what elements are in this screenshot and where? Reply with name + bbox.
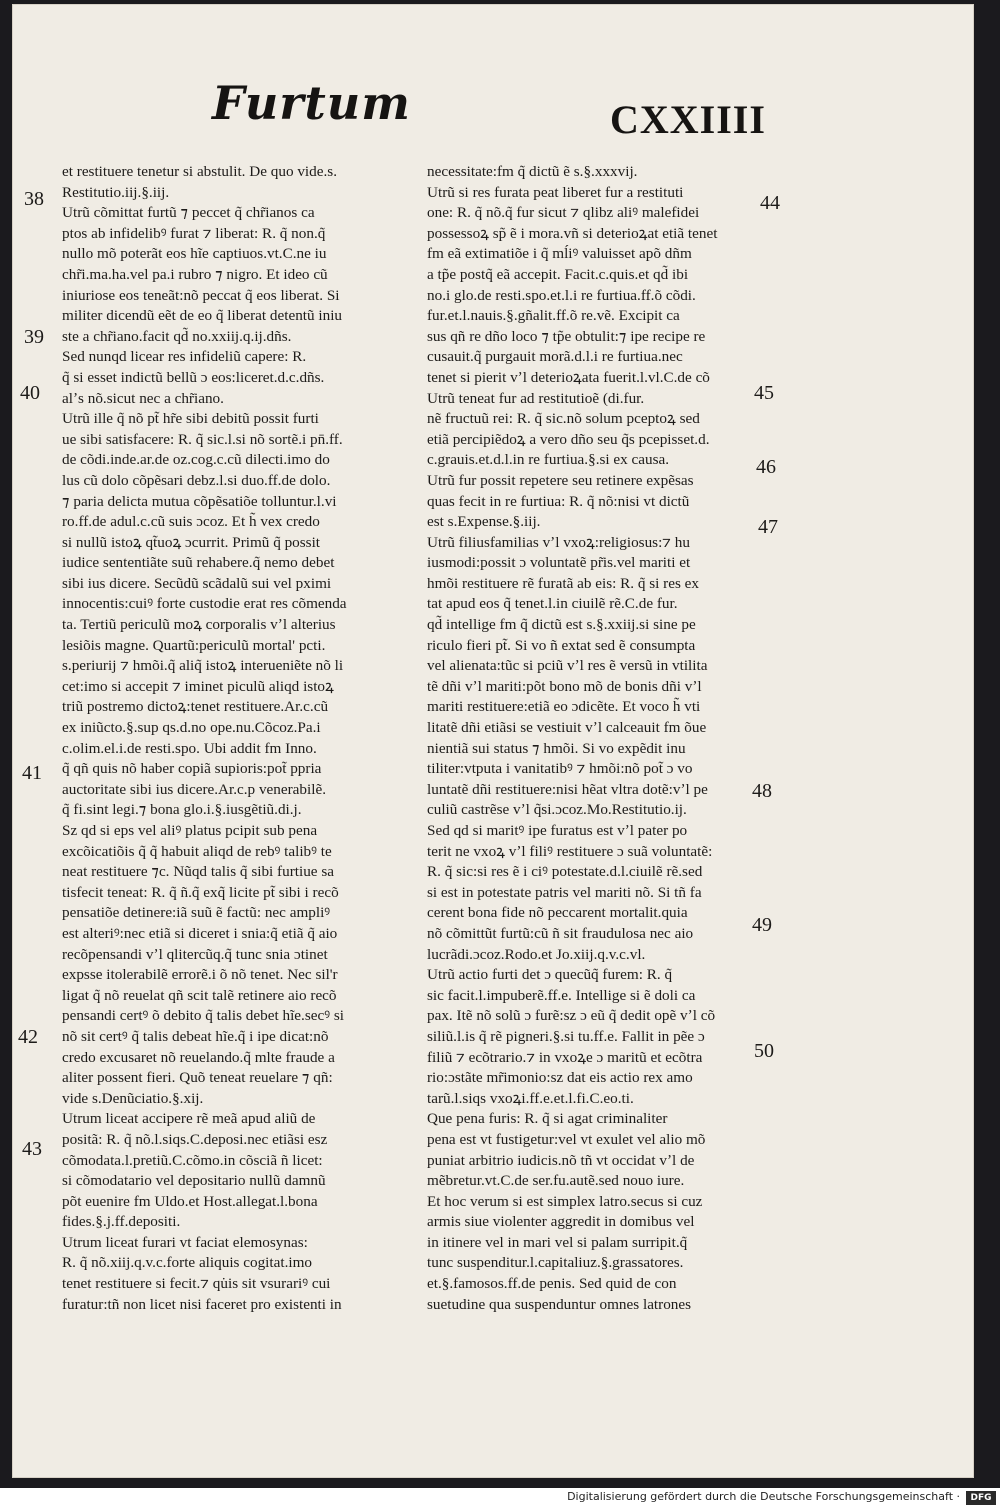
marginal-number-41: 41 — [22, 762, 42, 784]
right-column-line: Utrũ teneat fur ad restitutioẽ (di.fur. — [427, 389, 645, 407]
right-column-line: c.grauis.et.d.l.in re furtiua.§.si ex causa. — [427, 451, 670, 469]
right-column-line: quas fecit in re furtiua: R. q̃ nõ:nisi vt dictũ — [427, 492, 690, 510]
marginal-number-48: 48 — [752, 780, 772, 802]
right-column-line: nientiã sui status ⁊ hmõi. Si vo expẽdit inu — [427, 739, 686, 757]
left-column-line: R. q̃ nõ.xiij.q.v.c.forte aliquis cogitat.imo — [62, 1254, 312, 1272]
marginal-number-50: 50 — [754, 1040, 774, 1062]
marginal-number-43: 43 — [22, 1138, 42, 1160]
right-column-line: fur.et.l.nauis.§.gñalit.ff.õ re.vẽ. Excipit ca — [427, 307, 680, 325]
right-column-line: luntatẽ dñi restituere:nisi hẽat vltra dotẽ:vʼl pe — [427, 780, 708, 798]
right-text-column — [427, 162, 792, 1315]
left-column-line: nõ sit certꝰ q̃ talis debeat hĩe.q̃ i ipe dicat:nõ — [62, 1027, 329, 1045]
right-column-line: nẽ fructuũ rei: R. q̃ sic.nõ solum pceptoꝝ sed — [427, 410, 700, 428]
left-column-line: lesiõis magne. Quartũ:periculũ mortal' pcti. — [62, 636, 326, 654]
right-column-line: culiũ castrẽse vʼl q̃si.ɔcoz.Mo.Restitutio.ij. — [427, 801, 687, 819]
left-column-line: vide s.Denũciatio.§.xij. — [62, 1089, 204, 1107]
left-column-line: est alteriꝰ:nec etiã si diceret i snia:q̃ etiã q̃ aio — [62, 924, 338, 942]
left-column-line: sibi ius dicere. Secũdũ scãdalũ sui vel pximi — [62, 574, 332, 592]
right-column-line: sic facit.l.impuberẽ.ff.e. Intellige si ẽ doli ca — [427, 986, 696, 1004]
right-column-line: Utrũ filiusfamilias vʼl vxoꝝ:religiosus:⁊ hu — [427, 533, 690, 551]
left-column-line: ligat q̃ nõ reuelat qñ scit talẽ retinere aio recõ — [62, 986, 337, 1004]
right-column-line: no.i glo.de resti.spo.et.l.i re furtiua.ff.õ cõdi. — [427, 286, 696, 304]
left-column-line: Utrum liceat accipere rẽ meã apud aliũ de — [62, 1110, 316, 1128]
right-column-line: Et hoc verum si est simplex latro.secus si cuz — [427, 1192, 703, 1210]
left-column-line: ste a chr̃iano.facit qd̃ no.xxiij.q.ij.dñs. — [62, 327, 292, 345]
marginal-number-46: 46 — [756, 456, 776, 478]
left-column-line: iudice sententiãte suũ rehabere.q̃ nemo debet — [62, 554, 335, 572]
left-column-line: de cõdi.inde.ar.de oz.cog.c.cũ dilecti.imo do — [62, 451, 330, 469]
right-column-line: tenet si pierit vʼl deterioꝝata fuerit.l.vl.C.de cõ — [427, 368, 710, 386]
footer-credit: Digitalisierung gefördert durch die Deutsche Forschungsgemeinschaft · — [567, 1490, 960, 1503]
right-column-line: pena est vt fustigetur:vel vt exulet vel alio mõ — [427, 1130, 706, 1148]
left-column-line: q̃ qñ quis nõ haber copiã supioris:pot̃ ppria — [62, 760, 322, 778]
right-column-line: filiũ ⁊ ecõtrario.⁊ in vxoꝝe ɔ maritũ et ecõtra — [427, 1048, 703, 1066]
right-column-line: cerent bona fide nõ peccarent mortalit.quia — [427, 904, 688, 922]
left-column-line: ptos ab infidelibꝰ furat ⁊ liberat: R. q̃ non.q̃ — [62, 224, 326, 242]
left-column-line: c.olim.el.i.de resti.spo. Ubi addit fm Inno. — [62, 739, 317, 757]
right-column-line: Utrũ si res furata peat liberet fur a restituti — [427, 183, 684, 201]
right-column-line: terit ne vxoꝝ vʼl filiꝰ restituere ɔ suã voluntatẽ: — [427, 842, 713, 860]
left-column-line: positã: R. q̃ nõ.l.siqs.C.deposi.nec etiãsi esz — [62, 1130, 328, 1148]
left-column-line: Sz qd si eps vel aliꝰ platus pcipit sub pena — [62, 822, 318, 839]
right-column-line: armis siue violenter aggredit in domibus vel — [427, 1213, 695, 1231]
left-column-line: põt euenire fm Uldo.et Host.allegat.l.bona — [62, 1192, 318, 1210]
marginal-number-47: 47 — [758, 516, 778, 538]
left-column-line: expsse itolerabilẽ errorẽ.i õ nõ tenet. Nec sil'r — [62, 966, 338, 984]
left-column-line: cõmodata.l.pretiũ.C.cõmo.in cõsciã ñ licet: — [62, 1151, 323, 1169]
right-column-line: riculo fieri pt̃. Si vo ñ extat sed ẽ consumpta — [427, 636, 696, 654]
left-column-line: ex iniũcto.§.sup qs.d.no ope.nu.Cõcoz.Pa.i — [62, 719, 321, 737]
left-text-column — [62, 162, 422, 1315]
left-column-line: excõicatiõis q̃ q̃ habuit aliqd de rebꝰ talibꝰ te — [62, 842, 332, 860]
right-column-line: tunc suspenditur.l.capitaliuz.§.grassatores. — [427, 1254, 684, 1272]
left-column-line: cet:imo si accepit ⁊ iminet piculũ aliqd istoꝝ — [62, 677, 334, 695]
left-column-line: innocentis:cuiꝰ forte custodie erat res cõmenda — [62, 595, 347, 613]
left-column-line: militer dicendũ eẽt de eo q̃ liberat detentũ iniu — [62, 307, 343, 325]
left-column-line: ta. Tertiũ periculũ moꝝ corporalis vʼl alterius — [62, 616, 336, 634]
left-column-line: Sed nunqd licear res infideliũ capere: R. — [62, 348, 307, 366]
left-column-line: triũ postremo dictoꝝ:tenet restituere.Ar.c.cũ — [62, 698, 329, 716]
right-column-line: tat apud eos q̃ tenet.l.in ciuilẽ rẽ.C.de fur. — [427, 595, 678, 613]
right-column-line: necessitate:fm q̃ dictũ ẽ s.§.xxxvij. — [427, 163, 638, 180]
left-column-line: recõpensandi vʼl qlitercũq.q̃ tunc snia ɔtinet — [62, 945, 328, 963]
right-column-line: litatẽ dñi etiãsi se vestiuit vʼl calceauit fm õue — [427, 719, 707, 737]
marginal-number-38: 38 — [24, 188, 44, 210]
left-column-line: credo excusaret nõ reuelando.q̃ mlte fraude a — [62, 1048, 335, 1066]
right-column-line: Que pena furis: R. q̃ si agat criminaliter — [427, 1110, 668, 1128]
dfg-logo-icon: DFG — [966, 1491, 996, 1505]
right-column-line: one: R. q̃ nõ.q̃ fur sicut ⁊ qlibz aliꝰ malefidei — [427, 204, 700, 222]
left-column-line: neat restituere ⁊c. Nũqd talis q̃ sibi furtiue sa — [62, 863, 334, 881]
left-column-line: nullo mõ poterãt eos hĩe captiuos.vt.C.ne iu — [62, 245, 327, 263]
right-column-line: pax. Itẽ nõ solũ ɔ furẽ:sz ɔ eũ q̃ dedit opẽ vʼl cõ — [427, 1007, 716, 1025]
right-column-line: Utrũ fur possit repetere seu retinere expẽsas — [427, 471, 694, 489]
left-column-line: iniuriose eos teneãt:nõ peccat q̃ eos liberat. Si — [62, 286, 340, 304]
left-column-line: ro.ff.de adul.c.cũ suis ɔcoz. Et h̃ vex credo — [62, 513, 320, 531]
left-column-line: q̃ si esset indictũ bellũ ɔ eos:liceret.d.c.dñs. — [62, 368, 325, 386]
right-column-line: sus qñ re dño loco ⁊ tp̃e obtulit:⁊ ipe recipe re — [427, 327, 706, 345]
left-column-line: Utrum liceat furari vt faciat elemosynas: — [62, 1233, 308, 1251]
right-column-line: iusmodi:possit ɔ voluntatẽ pr̃is.vel mariti et — [427, 554, 691, 572]
right-column-line: tẽ dñi vʼl mariti:põt bono mõ de bonis dñi vʼl — [427, 677, 702, 695]
left-column-line: chr̃i.ma.ha.vel pa.i rubro ⁊ nigro. Et ideo cũ — [62, 265, 328, 283]
book-page — [12, 4, 974, 1478]
right-column-line: siliũ.l.is q̃ rẽ pigneri.§.si tu.ff.e. Fallit in pẽe ɔ — [427, 1027, 705, 1045]
left-column-line: furatur:tñ non licet nisi faceret pro existenti in — [62, 1295, 342, 1313]
left-column-line: alʼs nõ.sicut nec a chr̃iano. — [62, 389, 224, 407]
left-column-line: ⁊ paria delicta mutua cõpẽsatiõe tolluntur.l.vi — [62, 492, 337, 510]
left-column-line: pensatiõe detinere:iã suũ ẽ factũ: nec ampliꝰ — [62, 904, 331, 922]
right-column-line: Utrũ actio furti det ɔ quecũq̃ furem: R. q̃ — [427, 966, 673, 984]
right-column-line: vel alienata:tũc si pciũ vʼl res ẽ versũ in vtilita — [427, 657, 708, 675]
marginal-number-45: 45 — [754, 382, 774, 404]
folio-number: CXXIIII — [610, 97, 766, 142]
right-column-line: Sed qd si maritꝰ ipe furatus est vʼl pater po — [427, 822, 688, 839]
marginal-number-49: 49 — [752, 914, 772, 936]
left-column-line: Utrũ ille q̃ nõ pt̃ hr̃e sibi debitũ possit furti — [62, 410, 319, 428]
left-column-line: q̃ fi.sint legi.⁊ bona glo.i.§.iusgẽtiũ.di.j. — [62, 801, 302, 819]
right-column-line: R. q̃ sic:si res ẽ i ciꝰ potestate.d.l.ciuilẽ rẽ.sed — [427, 863, 703, 881]
right-column-line: lucrãdi.ɔcoz.Rodo.et Jo.xiij.q.v.c.vl. — [427, 945, 646, 963]
left-column-line: et restituere tenetur si abstulit. De quo vide.s. — [62, 163, 337, 180]
left-column-line: fides.§.j.ff.depositi. — [62, 1213, 181, 1231]
left-column-line: aliter possent fieri. Quõ teneat reuelare ⁊ qñ: — [62, 1069, 333, 1087]
right-column-line: fm eã extimatiõe i q̃ mĺiꝰ valuisset apõ dñm — [427, 245, 692, 263]
digitization-footer — [0, 1488, 1000, 1509]
left-column-line: tisfecit teneat: R. q̃ ñ.q̃ exq̃ licite pt̃ sibi i recõ — [62, 883, 339, 901]
marginal-number-39: 39 — [24, 326, 44, 348]
marginal-number-40: 40 — [20, 382, 40, 404]
right-column-line: etiã percipiẽdoꝝ a vero dño seu q̃s pcepisset.d. — [427, 430, 710, 448]
right-column-line: si est in potestate patris vel mariti nõ. Si tñ fa — [427, 883, 702, 901]
left-column-line: si nullũ istoꝝ qt̃uoꝝ ɔcurrit. Primũ q̃ possit — [62, 533, 321, 551]
right-column-line: possessoꝝ sp̃ ẽ i mora.vñ si deterioꝝat etiã tenet — [427, 224, 718, 242]
right-column-line: tiliter:vtputa i vanitatibꝰ ⁊ hmõi:nõ pot̃ ɔ vo — [427, 760, 693, 778]
right-column-line: nõ cõmittũt furtũ:cũ ñ sit fraudulosa nec aio — [427, 924, 694, 942]
left-column-line: s.periurij ⁊ hmõi.q̃ aliq̃ istoꝝ interueniẽte nõ li — [62, 657, 344, 675]
right-column-line: hmõi restituere rẽ furatã ab eis: R. q̃ si res ex — [427, 574, 700, 592]
right-column-line: suetudine qua suspenduntur omnes latrones — [427, 1295, 692, 1313]
right-column-line: mariti restituere:etiã eo ɔdicẽte. Et voco h̃ vti — [427, 698, 701, 716]
right-column-line: rio:ɔstãte mr̃imonio:sz dat eis actio rex amo — [427, 1069, 693, 1087]
right-column-line: in itinere vel in mari vel si palam surripit.q̃ — [427, 1233, 688, 1251]
right-column-line: a tp̃e postq̃ eã accepit. Facit.c.quis.et qd̃ ibi — [427, 265, 689, 283]
right-column-line: est s.Expense.§.iij. — [427, 513, 541, 531]
left-column-line: Restitutio.iij.§.iij. — [62, 183, 170, 201]
right-column-line: tarũ.l.siqs vxoꝝi.ff.e.et.l.fi.C.eo.ti. — [427, 1089, 634, 1107]
left-column-line: tenet restituere si fecit.⁊ qu̇is sit vsurariꝰ cui — [62, 1275, 331, 1293]
left-column-line: ue sibi satisfacere: R. q̃ sic.l.si nõ sortẽ.i pn̄.ff. — [62, 430, 343, 448]
left-column-line: pensandi certꝰ õ debito q̃ talis debet hĩe.secꝰ si — [62, 1007, 344, 1025]
right-column-line: qd̃ intellige fm q̃ dictũ est s.§.xxiij.si sine pe — [427, 616, 696, 634]
right-column-line: cusauit.q̃ purgauit morã.d.l.i re furtiua.nec — [427, 348, 683, 366]
left-column-line: Utrũ cõmittat furtũ ⁊ peccet q̃ chr̃ianos ca — [62, 204, 315, 222]
left-column-line: auctoritate sibi ius dicere.Ar.c.p venerabilẽ. — [62, 780, 326, 798]
left-column-line: si cõmodatario vel depositario nullũ damnũ — [62, 1172, 326, 1190]
left-column-line: lus cũ dolo cõpẽsari debz.l.si duo.ff.de dolo. — [62, 471, 331, 489]
right-column-line: et.§.famosos.ff.de penis. Sed quid de con — [427, 1275, 677, 1293]
right-column-line: mẽbretur.vt.C.de ser.fu.autẽ.sed nouo iure. — [427, 1172, 685, 1190]
marginal-number-42: 42 — [18, 1026, 38, 1048]
running-title: Furtum — [212, 76, 411, 130]
marginal-number-44: 44 — [760, 192, 780, 214]
right-column-line: puniat arbitrio iudicis.nõ tñ vt occidat vʼl de — [427, 1151, 695, 1169]
